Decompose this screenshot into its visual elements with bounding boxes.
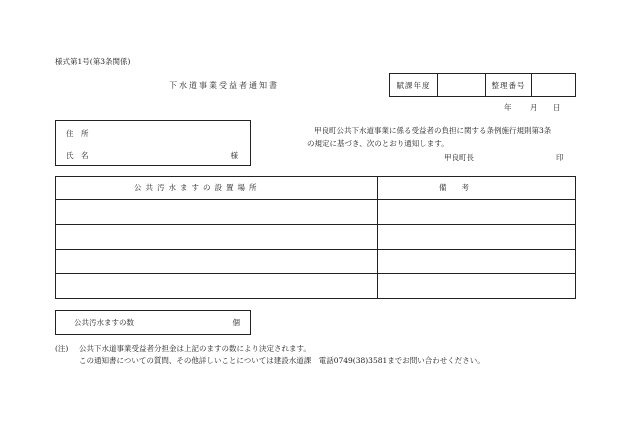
date-month: 月 (530, 103, 538, 112)
date-day: 日 (553, 103, 561, 112)
fiscal-info-table (389, 73, 576, 97)
honorific: 様 (230, 151, 238, 160)
name-label: 氏 名 (66, 151, 89, 160)
location-table (55, 176, 576, 299)
notice-line-2: の規定に基づき、次のとおり通知します。 (307, 139, 449, 148)
address-label: 住 所 (66, 129, 89, 138)
date-year: 年 (504, 103, 512, 112)
document-title: 下水道事業受益者通知書 (169, 81, 279, 90)
notes-line-2: この通知書についての質問、その他詳しいことについては建設水道課 電話0749(38)3581までお問い合わせください。 (79, 356, 485, 365)
table-row (56, 250, 575, 274)
notes-marker: (注) (55, 344, 69, 353)
count-unit: 個 (232, 318, 240, 327)
notice-line-1: 甲良町公共下水道事業に係る受益者の負担に関する条例施行規則第3条 (314, 126, 552, 135)
table-row (56, 274, 575, 298)
count-label: 公共汚水ますの数 (74, 318, 134, 327)
fiscal-year-field[interactable] (438, 74, 486, 96)
table-header-row (56, 177, 575, 200)
col-remarks-header: 備 考 (439, 183, 469, 192)
table-row (56, 225, 575, 250)
col-location-header: 公共汚水ますの設置場所 (134, 183, 261, 192)
table-row (56, 200, 575, 225)
ref-number-field[interactable] (532, 74, 575, 96)
form-id: 様式第1号(第3条関係) (55, 57, 131, 66)
recipient-box (55, 120, 251, 166)
notes-line-1: 公共下水道事業受益者分担金は上記のますの数により決定されます。 (79, 344, 311, 353)
issuer-name: 甲良町長 (444, 153, 474, 162)
count-box (55, 310, 251, 335)
fiscal-year-label: 賦課年度 (390, 74, 438, 96)
seal-mark: 印 (556, 153, 564, 162)
ref-number-label: 整理番号 (486, 74, 532, 96)
